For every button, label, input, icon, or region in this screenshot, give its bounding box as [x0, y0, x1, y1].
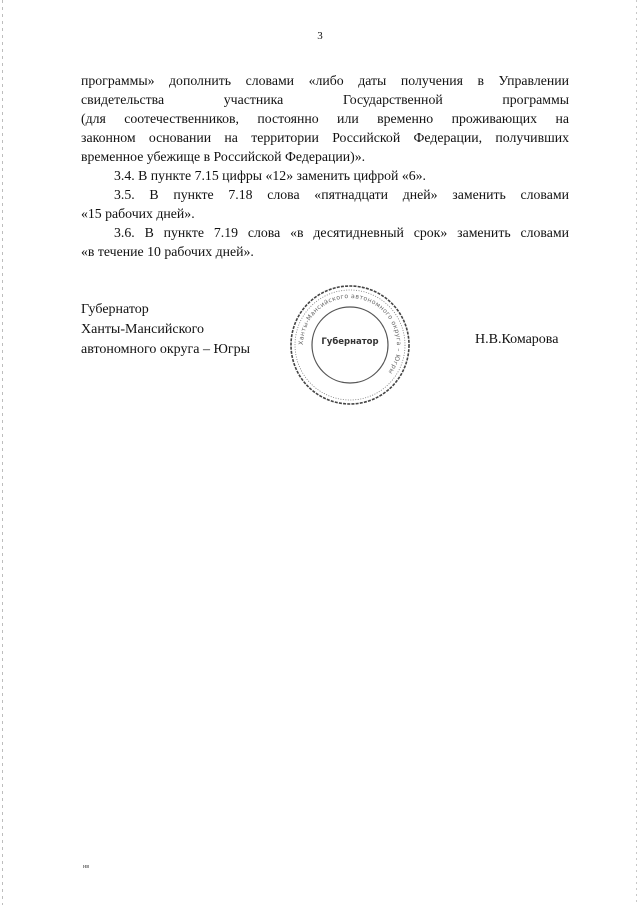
executor-initials-mark: нв: [83, 864, 90, 870]
scan-edge-right: [636, 0, 637, 905]
seal-center-text: Губернатор: [321, 337, 379, 347]
signatory-title-line-3: автономного округа – Югры: [81, 342, 250, 357]
official-seal-stamp: [288, 283, 412, 407]
item-3-4: 3.4. В пункте 7.15 цифры «12» заменить цифрой «6».: [114, 168, 426, 183]
item-3-5-line-1: 3.5. В пункте 7.18 слова «пятнадцати дней» заменить словами: [114, 187, 569, 202]
page-number: 3: [317, 30, 323, 42]
paragraph-continuation-line-2: свидетельства участника Государственной программы: [81, 92, 569, 107]
signatory-title-line-2: Ханты-Мансийского: [81, 322, 205, 337]
paragraph-continuation-line-1: программы» дополнить словами «либо даты получения в Управлении: [81, 73, 569, 88]
signatory-name: Н.В.Комарова: [475, 332, 559, 347]
scan-edge-left: [2, 0, 3, 905]
paragraph-continuation-line-3: (для соотечественников, постоянно или временно проживающих на: [81, 111, 569, 126]
item-3-6-line-1: 3.6. В пункте 7.19 слова «в десятидневный срок» заменить словами: [114, 225, 569, 240]
item-3-5-line-2: «15 рабочих дней».: [81, 206, 195, 221]
signatory-title: [81, 300, 250, 360]
paragraph-continuation-line-5: временное убежище в Российской Федерации)».: [81, 149, 366, 164]
seal-ring-textpath: Ханты-Мансийского автономного округа – Югры: [297, 292, 403, 376]
document-body: [81, 71, 569, 261]
signatory-title-line-1: Губернатор: [81, 302, 149, 317]
item-3-6-line-2: «в течение 10 рабочих дней».: [81, 244, 254, 259]
paragraph-continuation-line-4: законном основании на территории Российской Федерации, получивших: [81, 130, 569, 145]
